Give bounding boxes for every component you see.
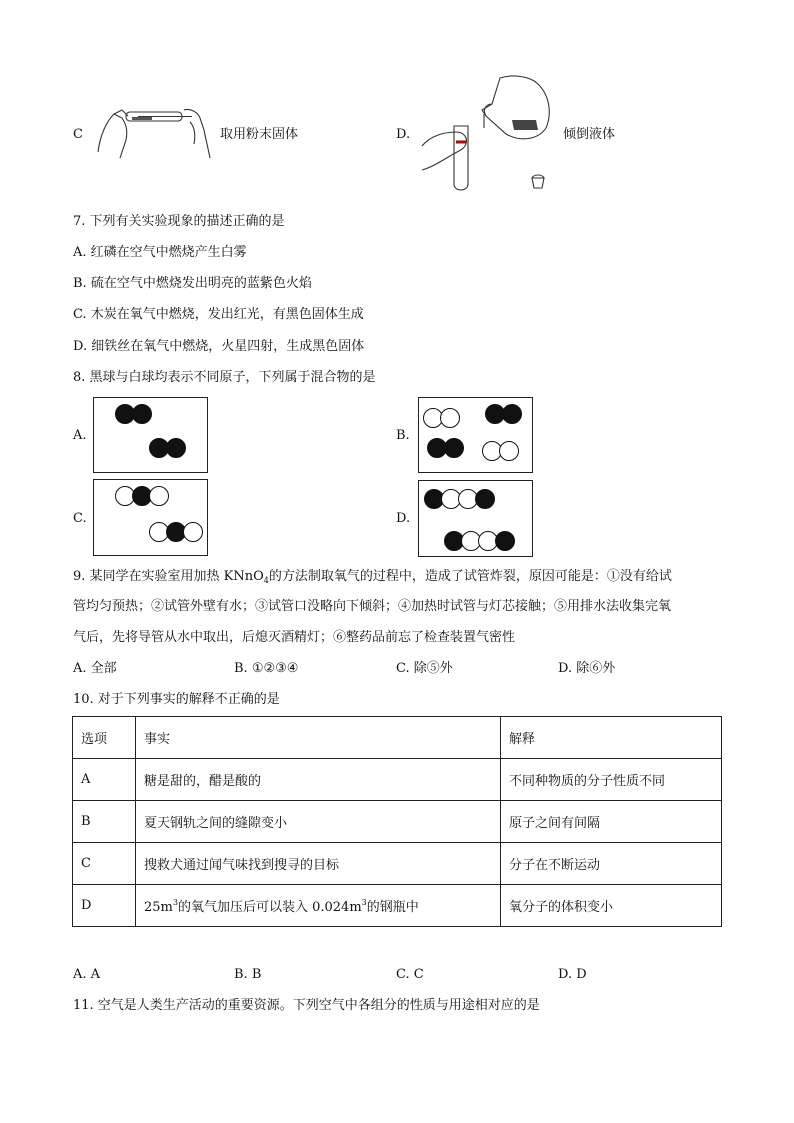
- fact-text-post: 的钢瓶中: [366, 900, 419, 915]
- table-row: [73, 885, 722, 927]
- option-d-caption: 倾倒液体: [563, 127, 616, 142]
- formula-subscript: 4: [263, 576, 269, 585]
- molecule-diagram-b: [418, 397, 533, 473]
- question-9-line-1: [73, 569, 672, 585]
- question-10-answer-b: B. B: [234, 967, 262, 982]
- row-option: A: [73, 759, 136, 801]
- black-atom: [444, 438, 464, 458]
- row-fact: [136, 885, 501, 927]
- row-option: C: [73, 843, 136, 885]
- question-11-stem: 11. 空气是人类生产活动的重要资源。下列空气中各组分的性质与用途相对应的是: [73, 998, 540, 1013]
- question-9-option-c: C. 除⑤外: [396, 661, 453, 676]
- question-9-text-post: 的方法制取氧气的过程中，造成了试管炸裂，原因可能是：①没有给试: [268, 569, 672, 584]
- question-10-answer-c: C. C: [396, 967, 424, 982]
- white-atom: [149, 486, 169, 506]
- question-7-option-d: D. 细铁丝在氧气中燃烧，火星四射，生成黑色固体: [73, 339, 365, 354]
- header-option: 选项: [73, 717, 136, 759]
- question-7-option-b: B. 硫在空气中燃烧发出明亮的蓝紫色火焰: [73, 276, 312, 291]
- table-row: [73, 843, 722, 885]
- row-explanation: 氧分子的体积变小: [501, 885, 722, 927]
- white-atom: [499, 441, 519, 461]
- question-8-label-b: B.: [396, 428, 410, 443]
- table-header-row: [73, 717, 722, 759]
- question-9-option-d: D. 除⑥外: [558, 661, 616, 676]
- molecule-diagram-c: [93, 479, 208, 556]
- unit-superscript: 3: [172, 898, 178, 907]
- black-atom: [475, 489, 495, 509]
- white-atom: [183, 522, 203, 542]
- fact-text-pre: 25m: [144, 900, 173, 915]
- header-fact: 事实: [136, 717, 501, 759]
- question-7-option-c: C. 木炭在氧气中燃烧，发出红光，有黑色固体生成: [73, 307, 364, 322]
- black-atom: [166, 438, 186, 458]
- question-7-stem: 7. 下列有关实验现象的描述正确的是: [73, 214, 285, 229]
- molecule-diagram-d: [418, 480, 533, 557]
- row-explanation: 原子之间有间隔: [501, 801, 722, 843]
- question-9-line-3: 气后，先将导管从水中取出，后熄灭酒精灯；⑥整药品前忘了检查装置气密性: [73, 630, 516, 645]
- question-9-line-2: 管均匀预热；②试管外壁有水；③试管口没略向下倾斜；④加热时试管与灯芯接触；⑤用排水法收集完氧: [73, 599, 672, 614]
- unit-superscript: 3: [361, 898, 367, 907]
- question-9-text-pre: 9. 某同学在实验室用加热 KNnO: [73, 569, 264, 584]
- black-atom: [132, 404, 152, 424]
- question-9-option-b: B. ①②③④: [234, 661, 299, 676]
- question-8-stem: 8. 黑球与白球均表示不同原子，下列属于混合物的是: [73, 370, 376, 385]
- table-row: [73, 801, 722, 843]
- question-8-label-a: A.: [73, 428, 87, 443]
- pour-liquid-illustration: [420, 70, 562, 196]
- table-row: [73, 759, 722, 801]
- option-c-caption: 取用粉末固体: [220, 127, 299, 142]
- row-option: D: [73, 885, 136, 927]
- row-fact: 夏天钢轨之间的缝隙变小: [136, 801, 501, 843]
- question-10-answer-a: A. A: [73, 967, 101, 982]
- question-8-label-d: D.: [396, 511, 411, 526]
- facts-table: [72, 716, 722, 927]
- black-atom: [495, 531, 515, 551]
- option-d-letter: D.: [396, 127, 411, 142]
- black-atom: [502, 404, 522, 424]
- option-c-letter: C: [73, 127, 83, 142]
- white-atom: [440, 408, 460, 428]
- question-8-label-c: C.: [73, 511, 87, 526]
- powder-sampling-illustration: [92, 100, 218, 160]
- row-fact: 糖是甜的，醋是酸的: [136, 759, 501, 801]
- row-fact: 搜救犬通过闻气味找到搜寻的目标: [136, 843, 501, 885]
- header-explanation: 解释: [501, 717, 722, 759]
- row-explanation: 不同种物质的分子性质不同: [501, 759, 722, 801]
- row-option: B: [73, 801, 136, 843]
- row-explanation: 分子在不断运动: [501, 843, 722, 885]
- question-9-option-a: A. 全部: [73, 661, 117, 676]
- molecule-diagram-a: [93, 397, 208, 473]
- question-7-option-a: A. 红磷在空气中燃烧产生白雾: [73, 245, 247, 260]
- question-10-stem: 10. 对于下列事实的解释不正确的是: [73, 692, 280, 707]
- question-10-answer-d: D. D: [558, 967, 587, 982]
- fact-text-mid: 的氧气加压后可以装入 0.024m: [177, 900, 362, 915]
